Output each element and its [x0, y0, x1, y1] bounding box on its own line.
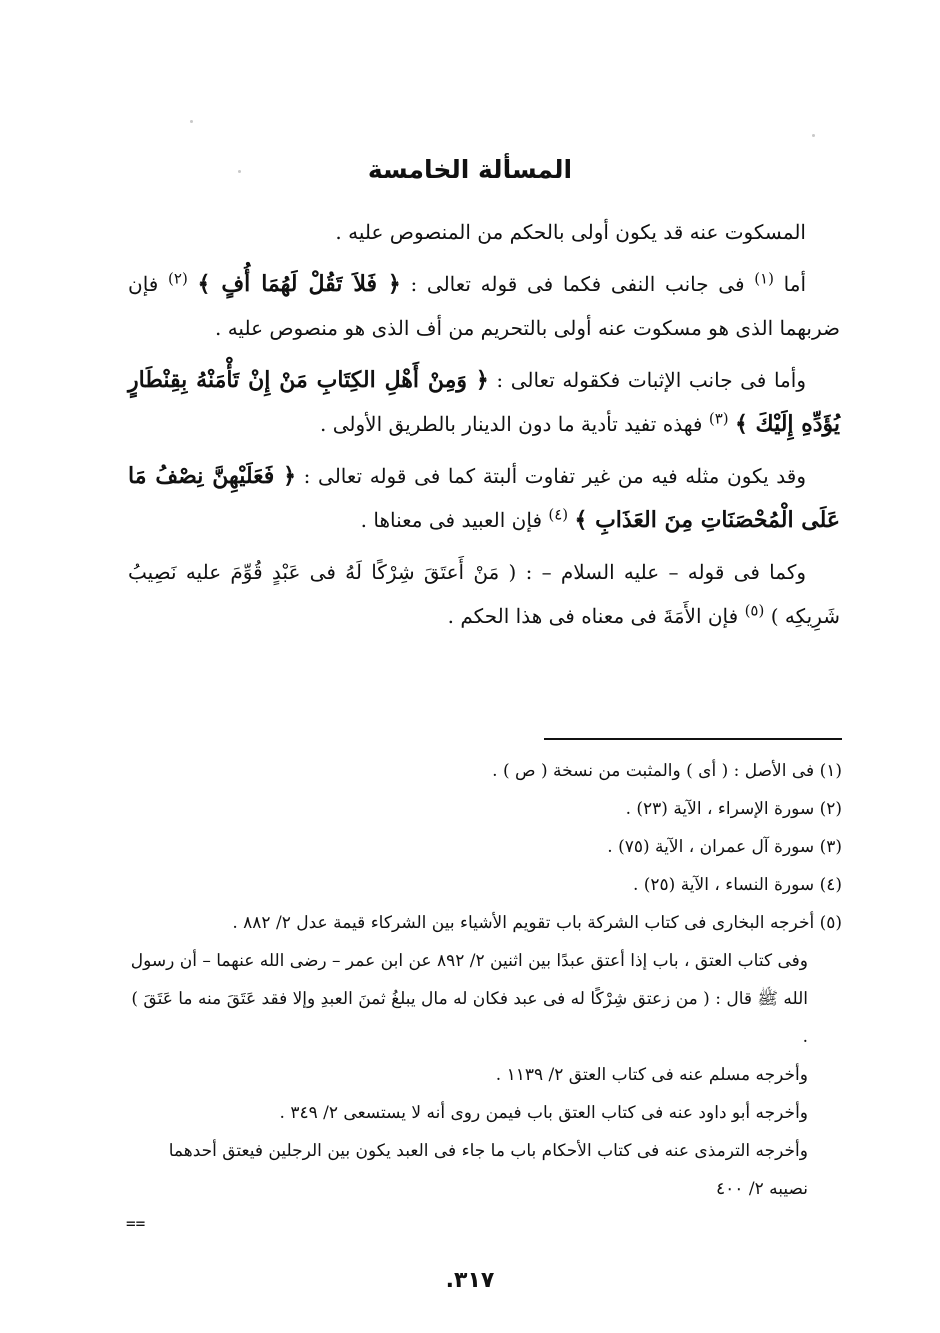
paragraph-text: فإن الأَمَةَ فى معناه فى هذا الحكم .: [447, 604, 739, 628]
paragraph-5: [128, 550, 840, 638]
paragraph-3: [128, 358, 840, 446]
paragraph-text: فإن ضربهما الذى هو مسكوت عنه أولى بالتحريم من أف الذى هو منصوص عليه .: [128, 272, 840, 340]
quran-verse: ﴿ فَلاَ تَقُلْ لَهُمَا أُفٍ ﴾: [197, 271, 401, 297]
footnote-ref-2: (٢): [168, 269, 188, 288]
footnote-3: (٣) سورة آل عمران ، الآية (٧٥) .: [607, 837, 842, 857]
continuation-marker: ==: [126, 1214, 146, 1233]
footnote-ref-1: (١): [754, 269, 774, 288]
footnote-divider: [544, 738, 842, 740]
paragraph-1: المسكوت عنه قد يكون أولى بالحكم من المنصوص عليه .: [335, 220, 806, 244]
footnote-5-continuation: وأخرجه أبو داود عنه فى كتاب العتق باب فيمن روى أنه لا يستسعى ٢/ ٣٤٩ .: [279, 1103, 808, 1123]
paragraph-text: وقد يكون مثله فيه من غير تفاوت ألبتة كما فى قوله تعالى :: [296, 464, 806, 488]
paragraph-text: فهذه تفيد تأدية ما دون الدينار بالطريق الأولى .: [320, 412, 703, 436]
paragraph-text: وأما فى جانب الإثبات فكقوله تعالى :: [488, 368, 806, 392]
footnote-5: (٥) أخرجه البخارى فى كتاب الشركة باب تقويم الأشياء بين الشركاء قيمة عدل ٢/ ٨٨٢ .: [232, 913, 842, 933]
footnote-4: (٤) سورة النساء ، الآية (٢٥) .: [632, 875, 842, 895]
section-title: المسألة الخامسة: [367, 155, 573, 184]
footnotes: [126, 752, 842, 1208]
footnote-ref-4: (٤): [548, 505, 569, 524]
footnote-5-continuation: وأخرجه مسلم عنه فى كتاب العتق ٢/ ١١٣٩ .: [495, 1065, 808, 1085]
quran-verse: ﴿ وَمِنْ أَهْلِ الكِتَابِ مَنْ إِنْ تَأْمَنْهُ بِقِنْطَارٍ يُؤَدِّهِ إِلَيْكَ ﴾: [128, 367, 840, 437]
page-number: ٣١٧.: [445, 1268, 495, 1293]
hadith-text: وكما فى قوله – عليه السلام – : ( مَنْ أَعتَقَ شِرْكًا لَهُ فى عَبْدٍ قُوِّمَ عليه نَصِيبُ شَرِيكِه ): [128, 560, 840, 628]
scan-speck: [190, 120, 193, 123]
footnote-5-continuation: وأخرجه الترمذى عنه فى كتاب الأحكام باب ما جاء فى العبد يكون بين الرجلين فيعتق أحدهما نصيبه ٢/ ٤٠٠: [168, 1141, 808, 1199]
footnote-ref-5: (٥): [744, 601, 765, 620]
main-text: [128, 210, 840, 646]
footnote-1: (١) فى الأصل : ( أى ) والمثبت من نسخة ( ص ) .: [492, 761, 842, 781]
paragraph-text: فإن العبيد فى معناها .: [360, 508, 543, 532]
footnote-2: (٢) سورة الإسراء ، الآية (٢٣) .: [625, 799, 842, 819]
quran-verse: ﴿ فَعَلَيْهِنَّ نِصْفُ مَا عَلَى الْمُحْصَنَاتِ مِنَ العَذَابِ ﴾: [128, 463, 840, 533]
scan-speck: [812, 134, 815, 137]
footnote-ref-3: (٣): [708, 409, 729, 428]
paragraph-4: [128, 454, 840, 542]
paragraph-2: [128, 262, 840, 350]
paragraph-text: أما: [783, 272, 807, 296]
paragraph-text: فى جانب النفى فكما فى قوله تعالى :: [400, 272, 745, 296]
footnote-5-continuation: وفى كتاب العتق ، باب إذا أعتق عبدًا بين اثنين ٢/ ٨٩٢ عن ابن عمر – رضى الله عنهما – أن رسول الله ﷺ قال : ( من زعتق شِرْكًا له فى عبد فكان له مال يبلغُ ثمنَ العبدِ وإلا فقد عَتَقَ منه ما عَتَقَ ) .: [130, 951, 808, 1047]
